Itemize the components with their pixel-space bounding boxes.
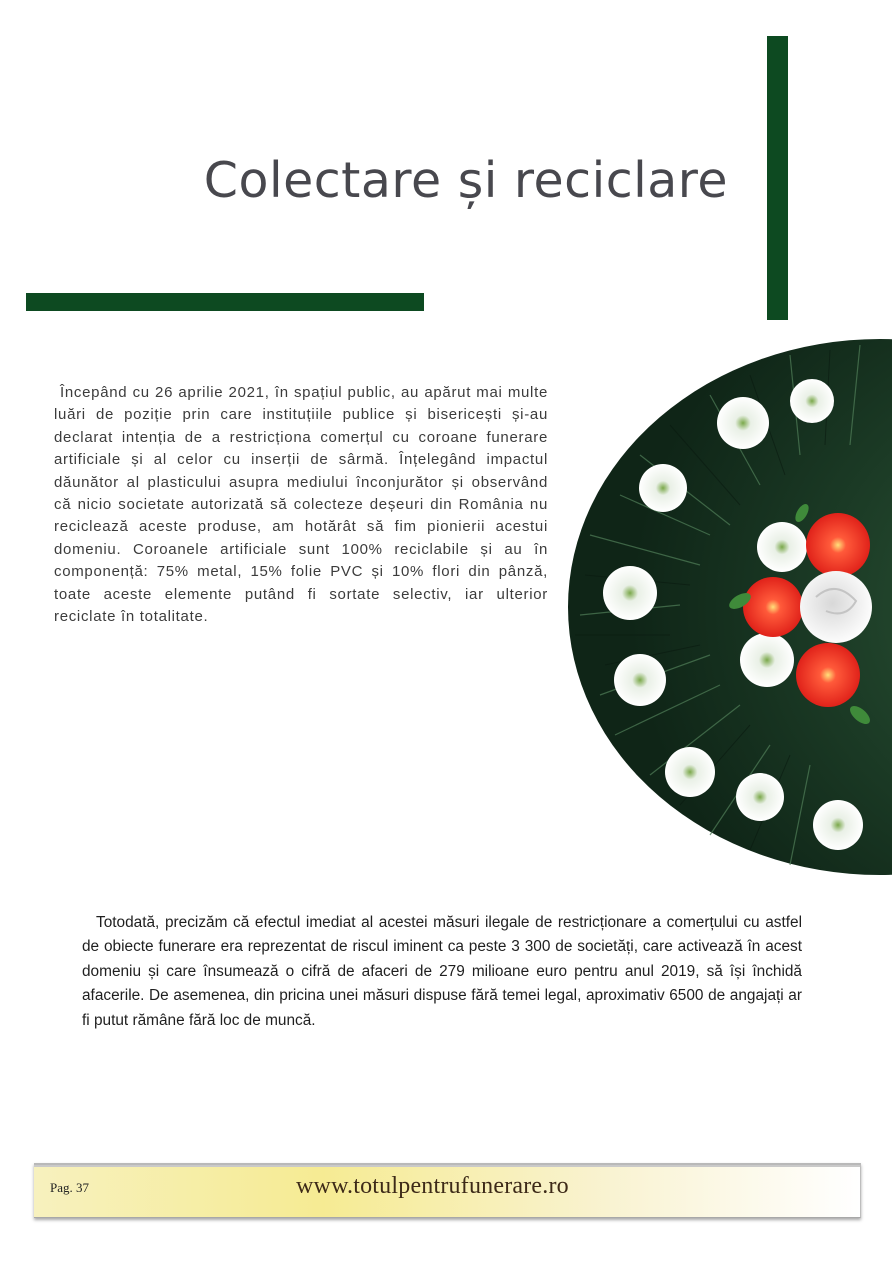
intro-paragraph: Începând cu 26 aprilie 2021, în spațiul public, au apărut mai multe luări de poziție prin care instituțiile publice și bisericești și-au declarat intenția de a restricționa comerțul cu coroane funerare artificiale și al celor cu inserții de sârmă. Înțelegând impactul dăunător al plasticului asupra mediului înconjurător și observând că nicio societate autorizată să colecteze deșeuri din România nu reciclează aceste produse, am hotărât să fim pionierii acestui domeniu. Coroanele artificiale sunt 100% reciclabile și au în componență: 75% metal, 15% folie PVC și 10% flori din pânză, toate aceste elemente putând fi sortate selectiv, iar ulterior reciclate în totalitate. xyxy=(54,384,548,626)
page-number: Pag. 37 xyxy=(50,1180,89,1195)
vertical-accent-bar xyxy=(767,36,788,320)
website-link[interactable]: www.totulpentrufunerare.ro xyxy=(296,1173,569,1199)
second-paragraph: Totodată, precizăm că efectul imediat al acestei măsuri ilegale de restricționare a comerțului cu astfel de obiecte funerare era reprezentat de riscul iminent ca peste 3 300 de societăți, care activează în acest domeniu și care însumează o cifră de afaceri de 279 milioane euro pentru anul 2019, să își închidă afacerile. De asemenea, din pricina unei măsuri dispuse fără temei legal, aproximativ 6500 de angajați ar fi putut rămâne fără loc de muncă. xyxy=(82,914,802,1029)
funeral-wreath-image xyxy=(560,335,892,880)
footer-banner xyxy=(34,1163,861,1218)
horizontal-accent-bar xyxy=(26,293,424,311)
page-title: Colectare și reciclare xyxy=(203,152,728,209)
